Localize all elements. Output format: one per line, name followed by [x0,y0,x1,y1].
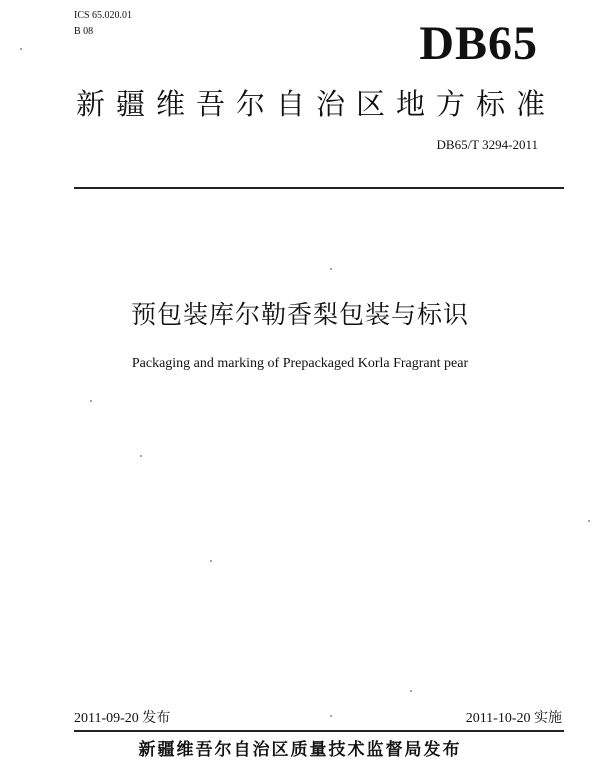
organization-heading: 新疆维吾尔自治区地方标准 [76,87,557,121]
publish-date: 2011-09-20 发布 [74,711,171,726]
scan-speck [20,48,22,50]
classification-code: B 08 [74,26,94,37]
scan-speck [90,400,92,402]
document-title-chinese: 预包装库尔勒香梨包装与标识 [130,300,469,329]
standard-number: DB65/T 3294-2011 [436,137,538,152]
issuing-authority: 新疆维吾尔自治区质量技术监督局发布 [138,740,462,760]
top-divider [74,187,564,189]
scan-speck [210,560,212,562]
bottom-divider [74,730,564,732]
implement-date: 2011-10-20 实施 [465,711,562,726]
standard-mark: DB65 [419,17,538,70]
scan-speck [140,455,142,457]
scan-speck [330,715,332,717]
document-title-english: Packaging and marking of Prepackaged Korla Fragrant pear [131,356,469,371]
scan-speck [588,520,590,522]
ics-code: ICS 65.020.01 [74,10,133,21]
scan-speck [410,690,412,692]
scan-speck [330,268,332,270]
